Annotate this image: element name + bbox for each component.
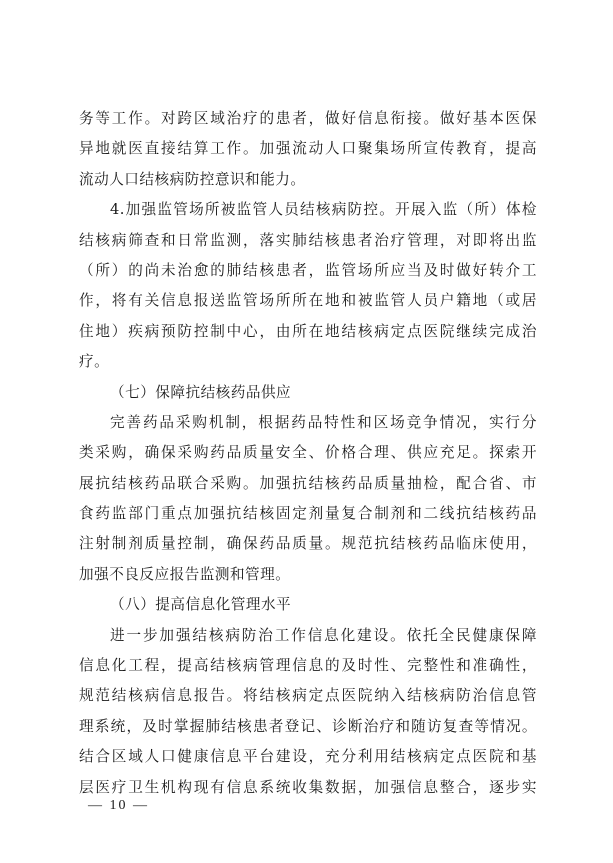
text-line: 结合区域人口健康信息平台建设，充分利用结核病定点医院和基 — [79, 748, 537, 766]
body-text — [79, 104, 537, 803]
text-line: 疗。 — [79, 353, 110, 371]
text-line: 层医疗卫生机构现有信息系统收集数据，加强信息整合，逐步实 — [79, 778, 537, 796]
text-line: 4.加强监管场所被监管人员结核病防控。开展入监（所）体检 — [110, 201, 537, 219]
text-line: 理系统，及时掌握肺结核患者登记、诊断治疗和随访复查等情况。 — [79, 717, 537, 735]
text-line: 完善药品采购机制，根据药品特性和区场竞争情况，实行分 — [110, 413, 537, 431]
text-line: 结核病筛查和日常监测，落实肺结核患者治疗管理，对即将出监 — [79, 231, 537, 249]
text-line: （所）的尚未治愈的肺结核患者，监管场所应当及时做好转介工 — [79, 261, 537, 279]
section-heading-drug-supply: （七）保障抗结核药品供应 — [110, 383, 292, 401]
text-line: 类采购，确保采购药品质量安全、价格合理、供应充足。探索开 — [79, 444, 537, 462]
text-line: 加强不良反应报告监测和管理。 — [79, 565, 291, 583]
text-line: 流动人口结核病防控意识和能力。 — [79, 170, 306, 188]
text-line: 作，将有关信息报送监管场所所在地和被监管人员户籍地（或居 — [79, 292, 537, 310]
text-line: 信息化工程，提高结核病管理信息的及时性、完整性和准确性， — [79, 657, 537, 675]
text-line: 异地就医直接结算工作。加强流动人口聚集场所宣传教育，提高 — [79, 140, 537, 158]
text-line: 食药监部门重点加强抗结核固定剂量复合制剂和二线抗结核药品 — [79, 505, 537, 523]
page-number: — 10 — — [88, 798, 149, 813]
text-line: 住地）疾病预防控制中心，由所在地结核病定点医院继续完成治 — [79, 322, 537, 340]
paragraph-custody-screening — [79, 195, 537, 377]
text-line: 务等工作。对跨区域治疗的患者，做好信息衔接。做好基本医保 — [79, 110, 537, 127]
section-heading-informatization: （八）提高信息化管理水平 — [110, 596, 292, 614]
text-line: 注射制剂质量控制，确保药品质量。规范抗结核药品临床使用， — [79, 535, 537, 553]
paragraph-information-system — [79, 621, 537, 803]
text-line: 规范结核病信息报告。将结核病定点医院纳入结核病防治信息管 — [79, 687, 537, 705]
text-line: 进一步加强结核病防治工作信息化建设。依托全民健康保障 — [110, 626, 537, 644]
paragraph-drug-procurement — [79, 408, 537, 590]
paragraph-continuation — [79, 104, 537, 195]
text-line: 展抗结核药品联合采购。加强抗结核药品质量抽检，配合省、市 — [79, 474, 537, 492]
